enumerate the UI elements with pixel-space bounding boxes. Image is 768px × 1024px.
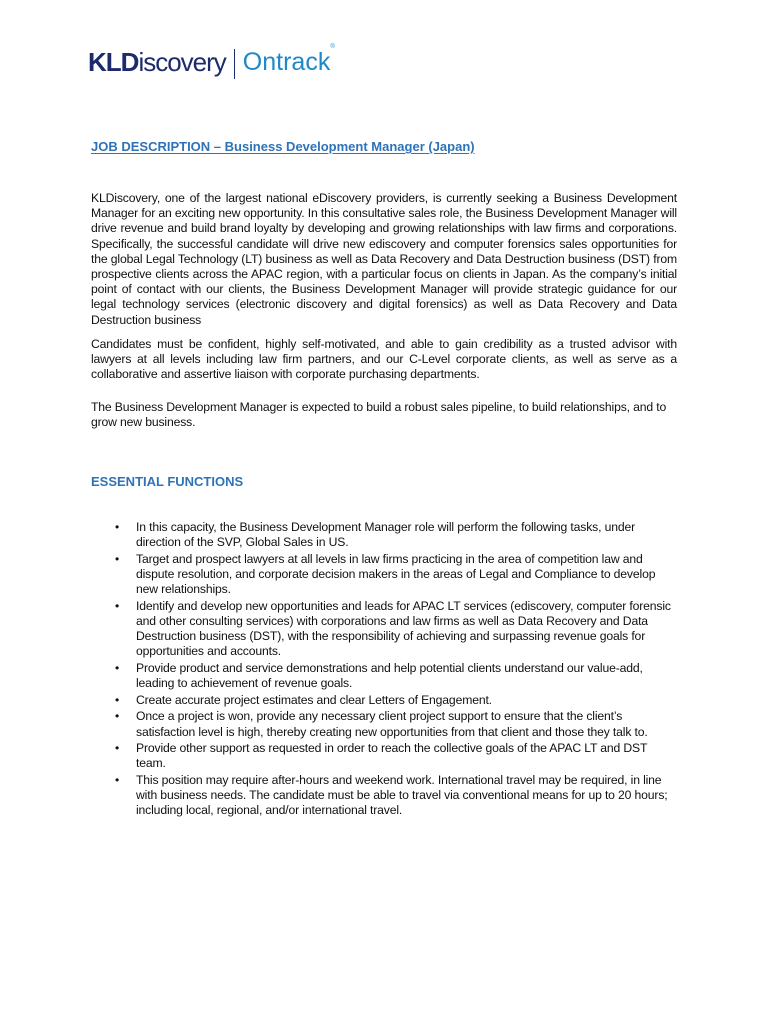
logo-divider bbox=[234, 49, 235, 79]
list-item-text: Target and prospect lawyers at all levels in law firms practicing in the area of competition law and dispute resolution, and corporate decision makers in the areas of Legal and Compliance to develop new relationships. bbox=[136, 551, 656, 597]
kldiscovery-wordmark bbox=[88, 49, 226, 75]
list-item-text: Create accurate project estimates and clear Letters of Engagement. bbox=[136, 692, 492, 707]
intro-paragraph: KLDiscovery, one of the largest national eDiscovery providers, is currently seeking a Business Development Manager for an exciting new opportunity. In this consultative sales role, the Business Development Manager will drive revenue and build brand loyalty by developing and growing relationships with law firms and corporations. Specifically, the successful candidate will drive new ediscovery and computer forensics sales opportunities for the global Legal Technology (LT) business as well as Data Recovery and Data Destruction business (DST) from prospective clients across the APAC region, with a particular focus on clients in Japan. As the company’s initial point of contact with our clients, the Business Development Manager will provide strategic guidance for our legal technology services (electronic discovery and digital forensics) as well as Data Recovery and Data Destruction business bbox=[91, 191, 677, 327]
list-item bbox=[91, 661, 677, 691]
list-item-text: Provide product and service demonstrations and help potential clients understand our value-add, leading to achievement of revenue goals. bbox=[136, 661, 643, 691]
bullet-icon: • bbox=[115, 692, 120, 707]
bullet-icon: • bbox=[115, 709, 120, 724]
bullet-icon: • bbox=[115, 741, 120, 756]
list-item-text: Once a project is won, provide any necessary client project support to ensure that the client’s satisfaction level is high, thereby creating new opportunities from that client and those they talk to. bbox=[136, 709, 648, 739]
list-item bbox=[91, 693, 677, 708]
requirements-paragraph: Candidates must be confident, highly self-motivated, and able to gain credibility as a trusted advisor with lawyers at all levels including law firm partners, and our C-Level corporate clients, as well as serve as a collaborative and assertive liaison with corporate purchasing departments. bbox=[91, 337, 677, 382]
expectations-paragraph: The Business Development Manager is expected to build a robust sales pipeline, to build relationships, and to grow new business. bbox=[91, 400, 667, 430]
list-item bbox=[91, 741, 677, 771]
company-logo bbox=[88, 44, 335, 84]
bullet-icon: • bbox=[115, 772, 120, 787]
list-item-text: Provide other support as requested in order to reach the collective goals of the APAC LT and DST team. bbox=[136, 741, 648, 771]
bullet-icon: • bbox=[115, 520, 120, 534]
essential-functions-heading: ESSENTIAL FUNCTIONS bbox=[91, 474, 244, 489]
bullet-icon: • bbox=[115, 551, 120, 566]
list-item bbox=[91, 552, 677, 598]
logo-kl-text: KLD bbox=[88, 47, 139, 77]
list-item-text: Identify and develop new opportunities and leads for APAC LT services (ediscovery, computer forensic and other consulting services) with corporations and law firms as well as Data Recovery and Data Destruction business (DST), with the responsibility of achieving and surpassing revenue goals for opportunities and accounts. bbox=[136, 598, 671, 659]
bullet-icon: • bbox=[115, 661, 120, 675]
list-item-text: In this capacity, the Business Development Manager role will perform the following tasks, under direction of the SVP, Global Sales in US. bbox=[136, 520, 635, 550]
list-item bbox=[91, 520, 677, 550]
logo-ontrack-text: Ontrack bbox=[242, 47, 331, 76]
bullet-icon: • bbox=[115, 598, 120, 613]
list-item bbox=[91, 709, 677, 739]
logo-discovery-text: iscovery bbox=[138, 47, 226, 77]
trademark-mark: ® bbox=[330, 44, 335, 51]
list-item-text: This position may require after-hours and weekend work. International travel may be required, in line with business needs. The candidate must be able to travel via conventional means for up to 20 hours; including local, regional, and/or international travel. bbox=[136, 772, 668, 818]
list-item bbox=[91, 773, 677, 819]
list-item bbox=[91, 599, 677, 660]
job-title: JOB DESCRIPTION – Business Development Manager (Japan) bbox=[91, 139, 475, 154]
ontrack-wordmark bbox=[242, 44, 335, 76]
essential-functions-list bbox=[91, 520, 677, 820]
